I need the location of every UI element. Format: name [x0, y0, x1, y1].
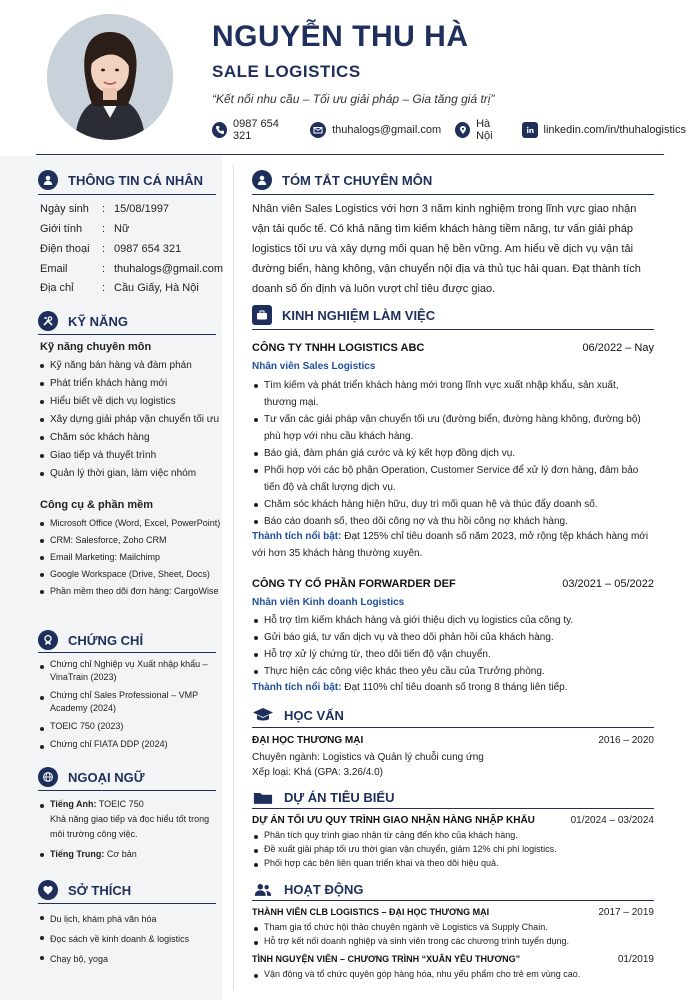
info-value: Nữ [114, 223, 130, 235]
info-row-email [40, 263, 223, 275]
list-item: Gửi báo giá, tư vấn dịch vụ và theo dõi phản hồi của khách hàng. [252, 629, 652, 646]
list-item: Hỗ trợ kết nối doanh nghiệp và sinh viên trong các chương trình tuyển dụng. [252, 934, 652, 948]
section-title: KINH NGHIỆM LÀM VIỆC [282, 307, 436, 323]
section-rule [252, 194, 654, 195]
activity-list [252, 967, 652, 981]
globe-icon [38, 767, 58, 787]
section-title: HOẠT ĐỘNG [284, 881, 364, 897]
company-name: CÔNG TY TNHH LOGISTICS ABC [252, 342, 425, 354]
education-header [252, 735, 654, 746]
list-item: Du lịch, khám phá văn hóa [40, 909, 189, 929]
contact-location [455, 118, 507, 142]
info-value: Cầu Giấy, Hà Nội [114, 282, 199, 294]
column-divider [233, 165, 234, 990]
section-experience [252, 305, 435, 325]
section-title: HỌC VẤN [284, 707, 344, 723]
full-name: NGUYỄN THU HÀ [212, 20, 469, 53]
activity-name: TÌNH NGUYỆN VIÊN – CHƯƠNG TRÌNH “XUÂN YÊU THƯƠNG” [252, 954, 521, 964]
section-certificates [38, 630, 143, 650]
project-list [252, 828, 652, 870]
graduation-cap-icon [252, 705, 274, 725]
phone-text: 0987 654 321 [233, 118, 279, 142]
job-role: Nhân viên Kinh doanh Logistics [252, 597, 405, 608]
list-item: Hỗ trợ xử lý chứng từ, theo dõi tiến độ vận chuyển. [252, 646, 652, 663]
contact-linkedin[interactable] [522, 122, 686, 138]
list-item: Phần mềm theo dõi đơn hàng: CargoWise [40, 583, 220, 600]
section-title: SỞ THÍCH [68, 882, 132, 898]
email-text: thuhalogs@gmail.com [332, 124, 442, 136]
list-item: Phối hợp các bên liên quan triển khai và theo dõi hiệu quả. [252, 856, 652, 870]
list-item: Phối hợp với các bộ phận Operation, Customer Service để xử lý đơn hàng, đảm bảo tiến độ và chất lượng dịch vụ. [252, 462, 652, 496]
avatar [47, 14, 173, 140]
section-personal-info [38, 170, 203, 190]
hobby-list [40, 909, 189, 969]
language-level: Cơ bản [106, 849, 137, 859]
list-item: Thực hiện các công việc khác theo yêu cầu của Trưởng phòng. [252, 663, 652, 680]
list-item: Giao tiếp và thuyết trình [40, 447, 219, 465]
list-item: Đọc sách về kinh doanh & logistics [40, 929, 189, 949]
section-summary [252, 170, 432, 190]
project-date: 01/2024 – 03/2024 [570, 815, 654, 826]
section-title: KỸ NĂNG [68, 313, 128, 329]
header [0, 0, 700, 155]
list-item: TOEIC 750 (2023) [40, 720, 216, 733]
portrait-image [47, 14, 173, 140]
info-sep: : [102, 282, 106, 294]
job-duties [252, 377, 652, 530]
skills-tools-title: Công cụ & phần mềm [40, 499, 154, 511]
job-achievement [252, 679, 654, 696]
contact-bar [212, 118, 700, 142]
language-name: Tiếng Trung: [50, 849, 105, 859]
skills-tools-list [40, 515, 220, 600]
job-title: SALE LOGISTICS [212, 62, 361, 81]
company-name: CÔNG TY CỔ PHẦN FORWARDER DEF [252, 578, 456, 590]
people-icon [252, 879, 274, 899]
list-item: Hiểu biết về dịch vụ logistics [40, 393, 219, 411]
language-name: Tiếng Anh: [50, 799, 97, 809]
section-rule [38, 790, 216, 791]
list-item: Phân tích quy trình giao nhận từ cảng đến kho của khách hàng. [252, 828, 652, 842]
list-item: Chăm sóc khách hàng hiện hữu, duy trì mối quan hệ và thúc đẩy doanh số. [252, 496, 652, 513]
achievement-text: Đạt 125% chỉ tiêu doanh số năm 2023, mở rộng tệp khách hàng mới với hơn 35 khách hàng thường xuyên. [252, 531, 649, 559]
job-date: 06/2022 – Nay [582, 342, 654, 354]
info-sep: : [102, 263, 106, 275]
section-rule [38, 652, 216, 653]
section-title: DỰ ÁN TIÊU BIỂU [284, 789, 395, 805]
section-projects [252, 787, 394, 807]
info-row-address [40, 282, 199, 294]
activity-name: THÀNH VIÊN CLB LOGISTICS – ĐẠI HỌC THƯƠNG MẠI [252, 907, 490, 917]
language-list [40, 797, 216, 863]
tools-icon [38, 311, 58, 331]
job-header [252, 578, 654, 590]
info-key: Ngày sinh [40, 203, 89, 215]
list-item: Phát triển khách hàng mới [40, 375, 219, 393]
job-duties [252, 612, 652, 680]
section-languages [38, 767, 145, 787]
info-row-dob [40, 203, 169, 215]
info-sep: : [102, 243, 106, 255]
list-item: Microsoft Office (Word, Excel, PowerPoint) [40, 515, 220, 532]
summary-text: Nhân viên Sales Logistics với hơn 3 năm kinh nghiệm trong lĩnh vực giao nhận vận tải quốc tế. Có khả năng tìm kiếm khách hàng tiềm năng, tư vấn giải pháp logistics tối ưu và xây dựng mối quan hệ bền vững. Am hiểu về dịch vụ vận tải đường biển, hàng không, vận chuyển nội địa và thủ tục hải quan. Đạt thành tích doanh số ổn định và luôn vượt chỉ tiêu được giao. [252, 203, 641, 295]
list-item: Chứng chỉ Sales Professional – VMP Academy (2024) [40, 689, 216, 715]
activity-header [252, 907, 654, 918]
header-divider [36, 154, 664, 155]
section-rule [252, 727, 654, 728]
list-item: Hỗ trợ tìm kiếm khách hàng và giới thiệu dịch vụ logistics của công ty. [252, 612, 652, 629]
list-item: Tham gia tổ chức hội thảo chuyên ngành về Logistics và Supply Chain. [252, 920, 652, 934]
language-level: TOEIC 750 [98, 799, 144, 809]
user-icon [252, 170, 272, 190]
list-item: Google Workspace (Drive, Sheet, Docs) [40, 566, 220, 583]
info-key: Giới tính [40, 223, 83, 235]
activity-date: 2017 – 2019 [598, 907, 654, 918]
language-chinese [40, 846, 216, 863]
job-role: Nhân viên Sales Logistics [252, 361, 376, 372]
section-rule [38, 334, 216, 335]
list-item: Vận động và tổ chức quyên góp hàng hóa, nhu yếu phẩm cho trẻ em vùng cao. [252, 967, 652, 981]
list-item: Kỹ năng bán hàng và đàm phán [40, 357, 219, 375]
list-item: Chứng chỉ FIATA DDP (2024) [40, 738, 216, 751]
list-item: Báo giá, đàm phán giá cước và ký kết hợp đồng dịch vụ. [252, 445, 652, 462]
section-title: NGOẠI NGỮ [68, 769, 145, 785]
section-title: THÔNG TIN CÁ NHÂN [68, 172, 204, 188]
list-item: Quản lý thời gian, làm việc nhóm [40, 465, 219, 483]
info-value: 0987 654 321 [114, 243, 182, 255]
phone-icon [212, 122, 227, 138]
info-value: thuhalogs@gmail.com [114, 263, 223, 275]
section-skills [38, 311, 128, 331]
list-item: Báo cáo doanh số, theo dõi công nợ và thu hồi công nợ khách hàng. [252, 513, 652, 530]
activity-list [252, 920, 652, 948]
skills-pro-list [40, 357, 219, 483]
section-education [252, 705, 344, 725]
list-item: Chạy bộ, yoga [40, 949, 189, 969]
education-grade: Xếp loại: Khá (GPA: 3.26/4.0) [252, 767, 384, 778]
list-item: CRM: Salesforce, Zoho CRM [40, 532, 220, 549]
achievement-label: Thành tích nổi bật: [252, 531, 342, 542]
award-icon [38, 630, 58, 650]
contact-phone[interactable] [212, 118, 296, 142]
linkedin-icon [522, 122, 538, 138]
project-header [252, 815, 654, 826]
achievement-text: Đạt 110% chỉ tiêu doanh số trong 8 tháng liên tiếp. [344, 682, 568, 693]
list-item: Đề xuất giải pháp tối ưu thời gian vận chuyển, giảm 12% chi phí logistics. [252, 842, 652, 856]
language-desc: Khả năng giao tiếp và đọc hiểu tốt trong môi trường công việc. [50, 814, 210, 839]
activity-header [252, 954, 654, 965]
list-item: Chăm sóc khách hàng [40, 429, 219, 447]
info-key: Điện thoại [40, 243, 90, 255]
list-item: Tìm kiếm và phát triển khách hàng mới trong lĩnh vực xuất nhập khẩu, sản xuất, thương mại. [252, 377, 652, 411]
location-pin-icon [455, 122, 470, 138]
section-rule [252, 808, 654, 809]
education-date: 2016 – 2020 [598, 735, 654, 746]
education-major: Chuyên ngành: Logistics và Quản lý chuỗi cung ứng [252, 752, 484, 763]
skills-pro-title: Kỹ năng chuyên môn [40, 341, 152, 353]
info-key: Email [40, 263, 68, 275]
info-value: 15/08/1997 [114, 203, 170, 215]
activity-date: 01/2019 [617, 954, 654, 965]
contact-email[interactable] [310, 122, 441, 138]
user-icon [38, 170, 58, 190]
section-rule [38, 903, 216, 904]
motto: “Kết nối nhu cầu – Tối ưu giải pháp – Gia tăng giá trị” [212, 92, 495, 106]
email-icon [310, 122, 326, 138]
section-activities [252, 879, 363, 899]
section-title: TÓM TẮT CHUYÊN MÔN [282, 172, 433, 188]
cert-list [40, 658, 216, 756]
section-rule [252, 900, 654, 901]
language-english [40, 797, 216, 842]
job-header [252, 342, 654, 354]
folder-icon [252, 787, 274, 807]
list-item: Tư vấn các giải pháp vận chuyển tối ưu (đường biển, đường hàng không, đường bộ) phù hợp với nhu cầu khách hàng. [252, 411, 652, 445]
achievement-label: Thành tích nổi bật: [252, 682, 342, 693]
briefcase-icon [252, 305, 272, 325]
school-name: ĐẠI HỌC THƯƠNG MẠI [252, 735, 364, 746]
location-text: Hà Nội [476, 118, 493, 142]
info-sep: : [102, 203, 106, 215]
section-rule [252, 329, 654, 330]
list-item: Xây dựng giải pháp vận chuyển tối ưu [40, 411, 219, 429]
info-key: Địa chỉ [40, 282, 74, 294]
list-item: Email Marketing: Mailchimp [40, 549, 220, 566]
job-date: 03/2021 – 05/2022 [562, 578, 654, 590]
section-title: CHỨNG CHỈ [68, 632, 144, 648]
info-sep: : [102, 223, 106, 235]
section-hobbies [38, 880, 131, 900]
section-rule [38, 194, 216, 195]
list-item: Chứng chỉ Nghiệp vụ Xuất nhập khẩu – VinaTrain (2023) [40, 658, 216, 684]
info-row-gender [40, 223, 129, 235]
project-name: DỰ ÁN TỐI ƯU QUY TRÌNH GIAO NHẬN HÀNG NHẬP KHẨU [252, 815, 535, 826]
linkedin-text: linkedin.com/in/thuhalogistics [543, 124, 686, 136]
info-row-phone [40, 243, 181, 255]
job-achievement [252, 528, 654, 562]
heart-icon [38, 880, 58, 900]
